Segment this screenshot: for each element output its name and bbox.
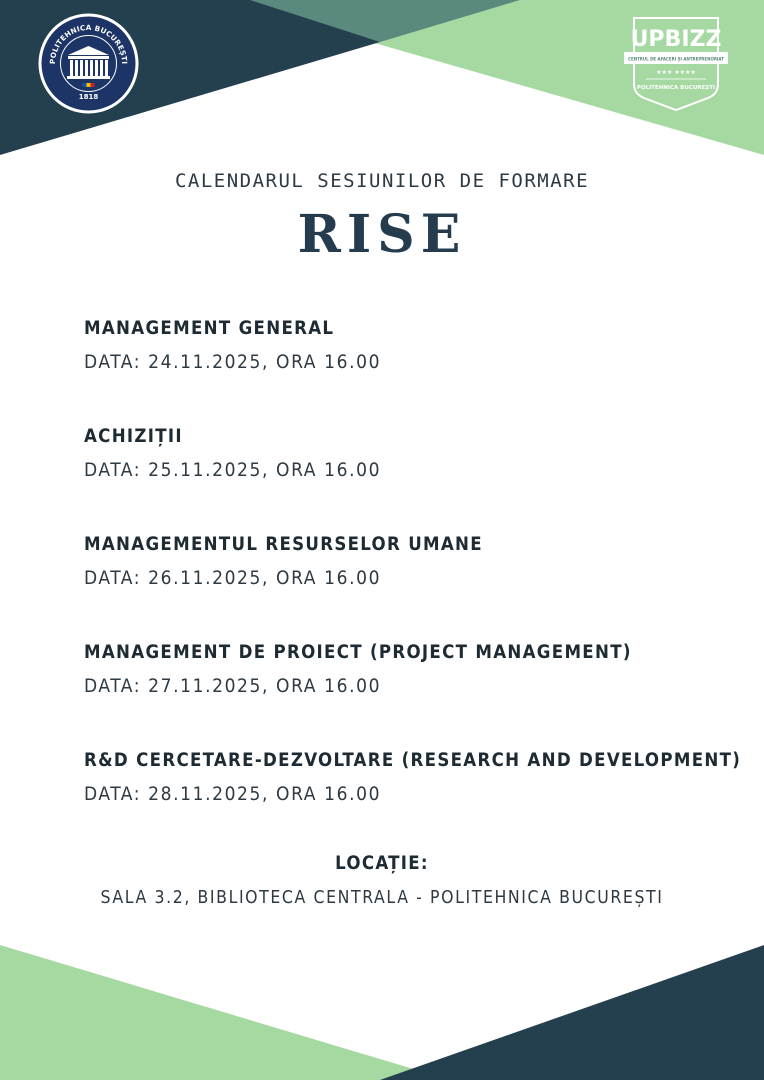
session-item (84, 530, 744, 638)
logo-right-name: UPBIZZ (630, 27, 722, 52)
session-name: MANAGEMENT DE PROIECT (PROJECT MANAGEMENT) (84, 642, 632, 663)
session-item (84, 746, 744, 854)
session-name: MANAGEMENTUL RESURSELOR UMANE (84, 534, 483, 555)
session-item (84, 422, 744, 530)
logo-left-text: POLITEHNICA BUCUREȘTI (47, 22, 130, 65)
session-item (84, 314, 744, 422)
location-block (0, 848, 764, 916)
page-title: RISE (297, 204, 467, 265)
stars-icon: ★★★ ★★★★ (656, 69, 696, 76)
sessions-list (84, 314, 744, 854)
logo-right-institution: POLITEHNICA BUCUREȘTI (636, 85, 716, 91)
upbizz-logo (620, 10, 732, 115)
politehnica-logo (38, 13, 139, 114)
bottom-left-green-triangle (0, 945, 450, 1080)
session-date: DATA: 28.11.2025, ORA 16.00 (84, 783, 382, 805)
page-subtitle: CALENDARUL SESIUNILOR DE FORMARE (174, 170, 590, 192)
session-name: R&D CERCETARE-DEZVOLTARE (RESEARCH AND DEVELOPMENT) (84, 750, 742, 771)
logo-left-year: 1818 (78, 93, 99, 101)
session-date: DATA: 25.11.2025, ORA 16.00 (84, 459, 382, 481)
location-label: LOCAȚIE: (335, 853, 429, 874)
session-name: ACHIZIȚII (84, 426, 183, 447)
session-date: DATA: 26.11.2025, ORA 16.00 (84, 567, 382, 589)
header (0, 166, 764, 270)
bottom-right-navy-triangle (380, 945, 764, 1080)
session-item (84, 638, 744, 746)
session-date: DATA: 24.11.2025, ORA 16.00 (84, 351, 382, 373)
logo-right-tagline: CENTRUL DE AFACERI ȘI ANTREPRENORIAT (628, 56, 724, 62)
session-date: DATA: 27.11.2025, ORA 16.00 (84, 675, 382, 697)
location-value: SALA 3.2, BIBLIOTECA CENTRALA - POLITEHNICA BUCUREȘTI (100, 888, 664, 908)
session-name: MANAGEMENT GENERAL (84, 318, 335, 339)
